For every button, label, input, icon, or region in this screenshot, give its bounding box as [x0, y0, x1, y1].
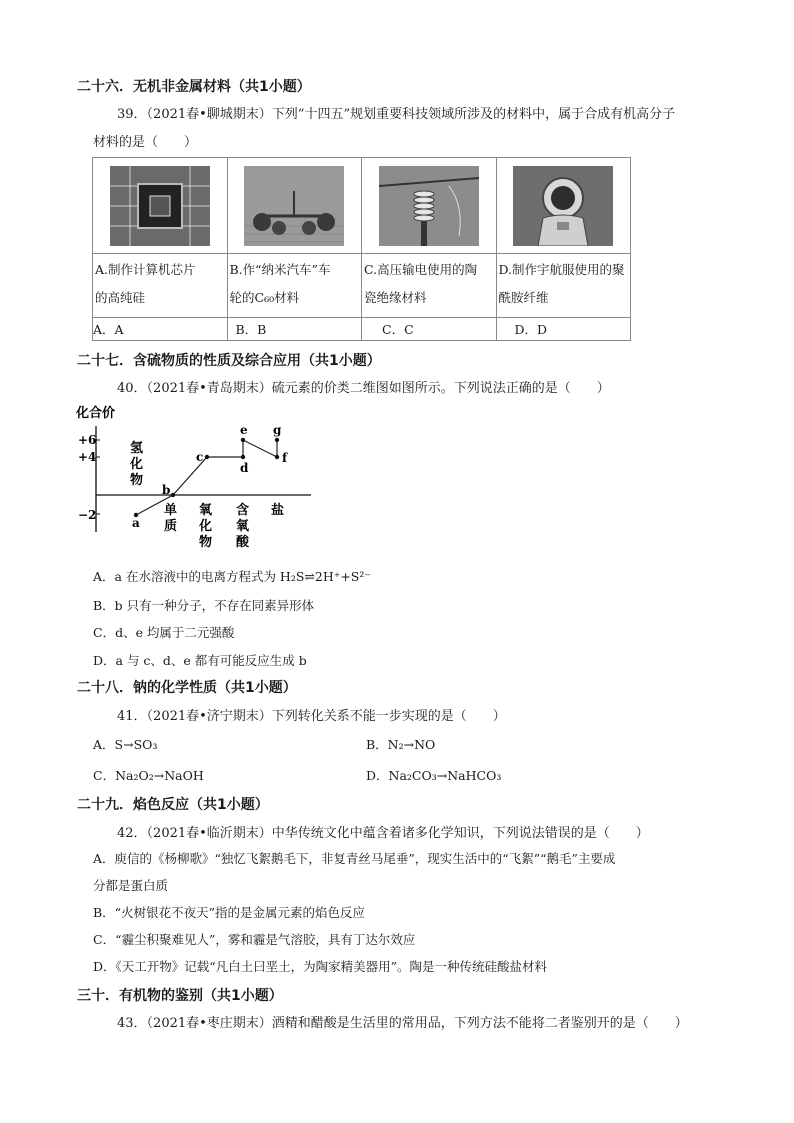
point-b	[171, 493, 175, 497]
section-heading-30: 三十．有机物的鉴别（共1小题）	[77, 988, 283, 1004]
section-heading-27: 二十七．含硫物质的性质及综合应用（共1小题）	[77, 353, 381, 369]
label-d: d	[240, 461, 249, 475]
svg-text:化: 化	[199, 519, 213, 534]
ytick-plus4: +4	[78, 450, 97, 464]
ytick-plus6: +6	[78, 433, 97, 447]
insulator-image	[362, 158, 496, 253]
caption-a: A.制作计算机芯片 的高纯硅	[95, 262, 196, 305]
section-heading-26: 二十六．无机非金属材料（共1小题）	[77, 79, 311, 95]
q39-option-d: D．D	[496, 318, 631, 341]
q42-option-c: C．“霾尘积聚难见人”，雾和霾是气溶胶，具有丁达尔效应	[93, 932, 416, 947]
q42-option-d: D．《天工开物》记载“凡白土曰垩土，为陶家精美器用”。陶是一种传统硅酸盐材料	[93, 959, 548, 974]
q39-option-c: C．C	[362, 318, 497, 341]
svg-text:酸: 酸	[236, 535, 250, 550]
label-b: b	[162, 483, 171, 497]
cat-oxyacid-1: 含	[236, 503, 250, 518]
caption-d: D.制作宇航服使用的聚 酰胺纤维	[498, 262, 625, 305]
label-c: c	[196, 450, 204, 464]
svg-text:质: 质	[164, 519, 178, 534]
point-e	[241, 438, 245, 442]
section-heading-29: 二十九．焰色反应（共1小题）	[77, 797, 269, 813]
path-e-f	[243, 440, 277, 457]
q42-option-b: B．“火树银花不夜天”指的是金属元素的焰色反应	[93, 905, 365, 920]
label-e: e	[240, 423, 248, 437]
svg-text:氧: 氧	[236, 519, 250, 534]
q42-option-a-line2: 分都是蛋白质	[93, 878, 169, 893]
chip-image	[93, 158, 227, 253]
q39-image-table	[92, 157, 631, 341]
chart-ylabel: 化合价	[76, 406, 116, 421]
svg-text:物: 物	[130, 473, 144, 488]
q43-stem: 43．（2021春•枣庄期末）酒精和醋酸是生活里的常用品，下列方法不能将二者鉴别开的是（ ）	[117, 1016, 688, 1031]
nano-car-image	[228, 158, 362, 253]
q40-option-c: C．d、e 均属于二元强酸	[93, 625, 235, 640]
q39-stem-line2: 材料的是（ ）	[93, 135, 198, 150]
point-c	[205, 455, 209, 459]
point-f	[275, 455, 279, 459]
ytick-minus2: −2	[78, 508, 97, 522]
label-f: f	[282, 451, 288, 465]
q40-option-a: A．a 在水溶液中的电离方程式为 H₂S⇌2H⁺+S²⁻	[93, 569, 371, 584]
q41-stem: 41．（2021春•济宁期末）下列转化关系不能一步实现的是（ ）	[117, 709, 506, 724]
svg-text:物: 物	[199, 535, 213, 550]
q41-option-a: A．S→SO₃	[93, 737, 158, 752]
q40-option-b: B．b 只有一种分子，不存在同素异形体	[93, 598, 315, 613]
cat-hydride-1: 氢	[130, 441, 144, 456]
caption-c: C.高压输电使用的陶 瓷绝缘材料	[364, 262, 478, 305]
caption-b: B.作“纳米汽车”车 轮的C₆₀材料	[229, 262, 331, 305]
sulfur-valence-chart	[76, 402, 336, 552]
q40-option-d: D．a 与 c、d、e 都有可能反应生成 b	[93, 653, 307, 668]
q42-stem: 42．（2021春•临沂期末）中华传统文化中蕴含着诸多化学知识，下列说法错误的是（ ）	[117, 826, 649, 841]
label-a: a	[132, 516, 140, 530]
section-heading-28: 二十八．钠的化学性质（共1小题）	[77, 680, 297, 696]
point-d	[241, 455, 245, 459]
q39-option-a: A．A	[93, 318, 228, 341]
q39-stem-line1: 39．（2021春•聊城期末）下列“十四五”规划重要科技领域所涉及的材料中，属于合成有机高分子	[117, 107, 676, 122]
cat-salt: 盐	[271, 503, 285, 518]
q41-option-c: C．Na₂O₂→NaOH	[93, 768, 204, 783]
point-g	[275, 438, 279, 442]
spacesuit-image	[497, 158, 631, 253]
path-a-b-c-d	[136, 457, 243, 515]
q39-option-b: B．B	[227, 318, 362, 341]
svg-text:化: 化	[130, 457, 144, 472]
q42-option-a-line1: A．庾信的《杨柳歌》“独忆飞絮鹅毛下，非复青丝马尾垂”，现实生活中的“飞絮”“鹅毛”主要成	[93, 851, 616, 866]
cat-oxide-1: 氧	[199, 503, 213, 518]
q41-option-d: D．Na₂CO₃→NaHCO₃	[366, 768, 502, 783]
q41-option-b: B．N₂→NO	[366, 737, 436, 752]
q40-stem: 40．（2021春•青岛期末）硫元素的价类二维图如图所示。下列说法正确的是（ ）	[117, 381, 610, 396]
label-g: g	[273, 423, 282, 437]
cat-element-1: 单	[164, 503, 178, 518]
